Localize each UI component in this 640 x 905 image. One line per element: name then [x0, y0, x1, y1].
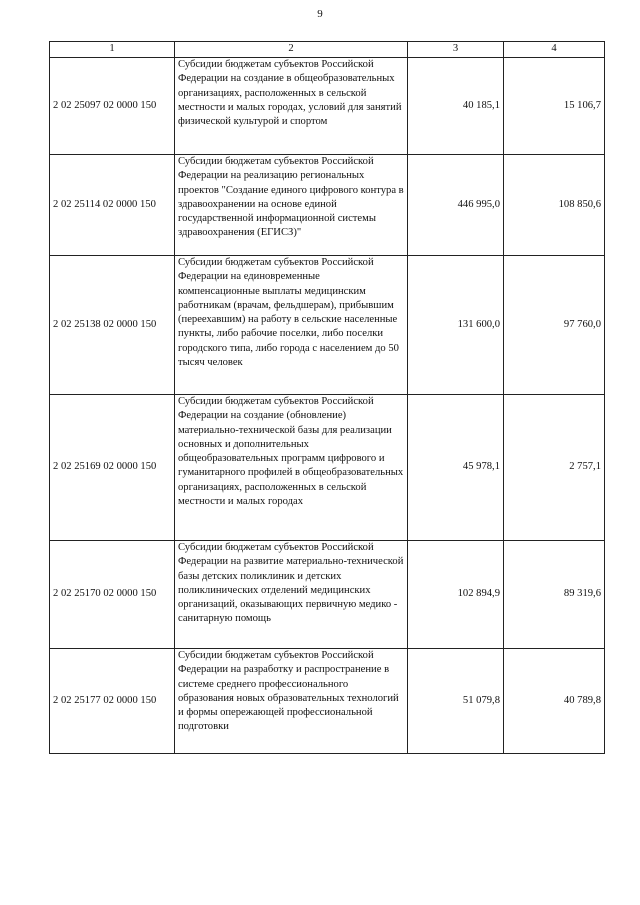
page-number: 9	[317, 8, 323, 20]
budget-code-cell: 2 02 25097 02 0000 150	[50, 58, 175, 155]
column-header-4: 4	[504, 42, 605, 58]
value-col4-cell: 40 789,8	[504, 649, 605, 754]
value-col4-cell: 15 106,7	[504, 58, 605, 155]
description-cell: Субсидии бюджетам субъектов Российской Федерации на развитие материально-технической базы детских поликлиник и детских поликлинических отделений медицинских организаций, оказывающих первичную медико - санитарную помощь	[175, 541, 408, 649]
value-col3-cell: 446 995,0	[408, 155, 504, 256]
description-cell: Субсидии бюджетам субъектов Российской Федерации на создание в общеобразовательных организациях, расположенных в сельской местности и малых городах, условий для занятий физической культурой и спортом	[175, 58, 408, 155]
budget-code-cell: 2 02 25114 02 0000 150	[50, 155, 175, 256]
budget-code-cell: 2 02 25177 02 0000 150	[50, 649, 175, 754]
value-col3-cell: 131 600,0	[408, 256, 504, 395]
table-row	[50, 541, 605, 649]
value-col4-cell: 89 319,6	[504, 541, 605, 649]
description-cell: Субсидии бюджетам субъектов Российской Федерации на реализацию региональных проектов "Создание единого цифрового контура в здравоохранении на основе единой государственной информационной системы здравоохранения (ЕГИСЗ)"	[175, 155, 408, 256]
budget-code-cell: 2 02 25170 02 0000 150	[50, 541, 175, 649]
value-col3-cell: 45 978,1	[408, 395, 504, 541]
budget-code-cell: 2 02 25138 02 0000 150	[50, 256, 175, 395]
value-col4-cell: 2 757,1	[504, 395, 605, 541]
value-col4-cell: 97 760,0	[504, 256, 605, 395]
budget-table	[49, 41, 605, 754]
description-cell: Субсидии бюджетам субъектов Российской Федерации на создание (обновление) материально-технической базы для реализации основных и дополнительных общеобразовательных программ цифрового и гуманитарного профилей в общеобразовательных организациях, расположенных в сельской местности и малых городах	[175, 395, 408, 541]
column-header-3: 3	[408, 42, 504, 58]
value-col4-cell: 108 850,6	[504, 155, 605, 256]
table-header-row	[50, 42, 605, 58]
column-header-1: 1	[50, 42, 175, 58]
table-row	[50, 256, 605, 395]
table-row	[50, 155, 605, 256]
description-cell: Субсидии бюджетам субъектов Российской Федерации на разработку и распространение в системе среднего профессионального образования новых образовательных технологий и формы опережающей профессиональной подготовки	[175, 649, 408, 754]
budget-code-cell: 2 02 25169 02 0000 150	[50, 395, 175, 541]
description-cell: Субсидии бюджетам субъектов Российской Федерации на единовременные компенсационные выплаты медицинским работникам (врачам, фельдшерам), прибывшим (переехавшим) на работу в сельские населенные пункты, либо рабочие поселки, либо поселки городского типа, либо города с населением до 50 тысяч человек	[175, 256, 408, 395]
table-row	[50, 649, 605, 754]
table-row	[50, 395, 605, 541]
value-col3-cell: 40 185,1	[408, 58, 504, 155]
table-row	[50, 58, 605, 155]
value-col3-cell: 102 894,9	[408, 541, 504, 649]
value-col3-cell: 51 079,8	[408, 649, 504, 754]
column-header-2: 2	[175, 42, 408, 58]
